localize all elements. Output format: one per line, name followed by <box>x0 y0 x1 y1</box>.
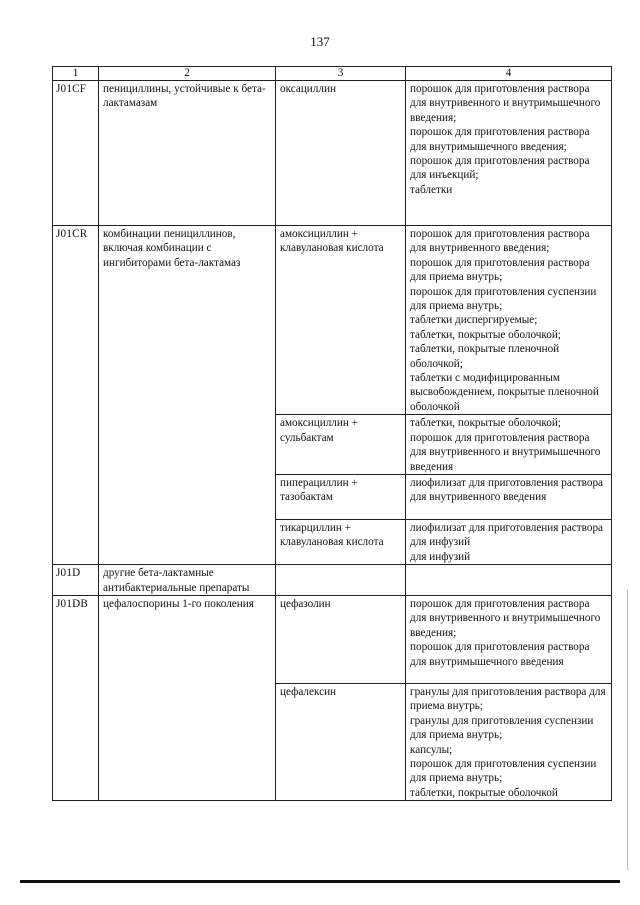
group-name: комбинации пенициллинов, включая комбинации с ингибиторами бета-лактамаз <box>99 226 276 565</box>
atc-code: J01DB <box>53 595 99 800</box>
table-row <box>53 226 612 415</box>
column-header-2: 2 <box>99 67 276 81</box>
drug-name: амоксициллин + клавулановая кислота <box>276 226 406 415</box>
page-bottom-rule <box>20 880 620 883</box>
table-row <box>53 595 612 683</box>
dosage-forms: гранулы для приготовления раствора для приема внутрь; гранулы для приготовления суспензии для приема внутрь; капсулы; порошок для приготовления суспензии для приема внутрь; таблетки, покрытые оболочкой <box>406 683 612 800</box>
drug-name: цефазолин <box>276 595 406 683</box>
table-row <box>53 565 612 596</box>
drug-name: амоксициллин + сульбактам <box>276 415 406 475</box>
drug-table <box>52 66 612 801</box>
header-row <box>53 67 612 81</box>
column-header-3: 3 <box>276 67 406 81</box>
atc-code: J01CR <box>53 226 99 565</box>
dosage-forms: таблетки, покрытые оболочкой; порошок для приготовления раствора для внутривенного и внутримышечного введения <box>406 415 612 475</box>
group-name: другие бета-лактамные антибактериальные препараты <box>99 565 276 596</box>
atc-code: J01CF <box>53 81 99 226</box>
column-header-1: 1 <box>53 67 99 81</box>
drug-name: цефалексин <box>276 683 406 800</box>
column-header-4: 4 <box>406 67 612 81</box>
dosage-forms: порошок для приготовления раствора для внутривенного введения; порошок для приготовления раствора для приема внутрь; порошок для приготовления суспензии для приема внутрь; таблетки диспергируемые; таблетки, покрытые оболочкой; таблетки, покрытые пленочной оболочкой; таблетки с модифицированным высвобождением, покрытые пленочной оболочкой <box>406 226 612 415</box>
scan-margin-mark <box>627 590 628 870</box>
drug-name: пиперациллин + тазобактам <box>276 474 406 519</box>
atc-code: J01D <box>53 565 99 596</box>
dosage-forms <box>406 565 612 596</box>
group-name: цефалоспорины 1-го поколения <box>99 595 276 800</box>
drug-name <box>276 565 406 596</box>
page-number: 137 <box>310 34 330 49</box>
dosage-forms: лиофилизат для приготовления раствора для инфузий для инфузий <box>406 519 612 564</box>
group-name: пенициллины, устойчивые к бета-лактамазам <box>99 81 276 226</box>
table-row <box>53 81 612 226</box>
dosage-forms: порошок для приготовления раствора для внутривенного и внутримышечного введения; порошок для приготовления раствора для внутримышечного введения <box>406 595 612 683</box>
dosage-forms: порошок для приготовления раствора для внутривенного и внутримышечного введения; порошок для приготовления раствора для внутримышечного введения; порошок для приготовления раствора для инъекций; таблетки <box>406 81 612 226</box>
drug-name: тикарциллин + клавулановая кислота <box>276 519 406 564</box>
dosage-forms: лиофилизат для приготовления раствора для внутривенного введения <box>406 474 612 519</box>
drug-name: оксациллин <box>276 81 406 226</box>
